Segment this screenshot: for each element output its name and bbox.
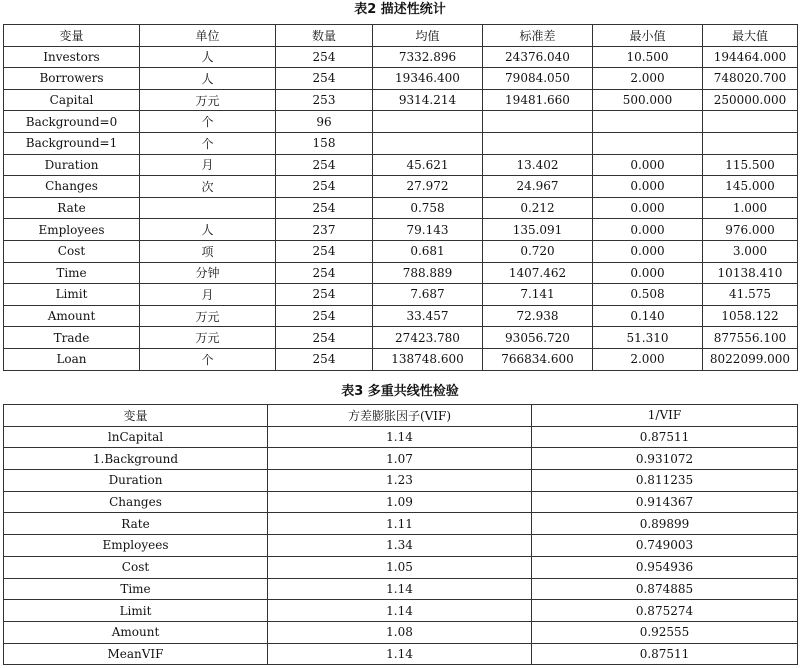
table2-cell: Background=0 [4,111,140,133]
table3-cell: 0.749003 [532,535,798,557]
table2-cell: Loan [4,348,140,370]
descriptive-statistics-table [3,24,798,371]
table3-row [4,470,798,492]
table2-cell: 79084.050 [483,68,593,90]
table2-cell: 0.720 [483,240,593,262]
table2-header-cell: 变量 [4,25,140,47]
table2-cell: 个 [140,348,276,370]
table3-cell: Changes [4,491,268,513]
table2-caption: 表2 描述性统计 [354,2,446,17]
table2-cell: 253 [276,89,373,111]
table2-header-cell: 标准差 [483,25,593,47]
table2-header-cell: 最大值 [703,25,798,47]
table2-cell: 0.508 [593,284,703,306]
table2-row [4,284,798,306]
table2-cell: 2.000 [593,68,703,90]
table3-cell: 1.14 [268,643,532,665]
table3-cell: 1.09 [268,491,532,513]
table2-cell: 0.000 [593,219,703,241]
table3-cell: 1.Background [4,448,268,470]
table2-row [4,176,798,198]
table2-cell: 138748.600 [373,348,483,370]
table2-cell: 145.000 [703,176,798,198]
table2-cell: 877556.100 [703,327,798,349]
table2-cell [593,132,703,154]
table3-cell: 0.954936 [532,556,798,578]
table2-cell: 254 [276,262,373,284]
table2-cell: 0.140 [593,305,703,327]
table3-row [4,491,798,513]
table3-row [4,513,798,535]
table2-cell: 254 [276,197,373,219]
table2-cell: 24376.040 [483,46,593,68]
table3-header-row [4,405,798,427]
table2-cell: Rate [4,197,140,219]
table2-cell: 27.972 [373,176,483,198]
table3-caption: 表3 多重共线性检验 [341,384,459,399]
table2-cell [483,111,593,133]
table2-cell: 254 [276,154,373,176]
table2-row [4,89,798,111]
table3-header-cell: 变量 [4,405,268,427]
table3-cell: Time [4,578,268,600]
table3-cell: 0.811235 [532,470,798,492]
table3-cell: 0.89899 [532,513,798,535]
table2-cell: 41.575 [703,284,798,306]
table3-cell: 0.92555 [532,621,798,643]
table2-cell: Cost [4,240,140,262]
table2-cell: 1407.462 [483,262,593,284]
table2-cell: 254 [276,284,373,306]
table2-row [4,68,798,90]
table2-row [4,132,798,154]
table2-row [4,111,798,133]
table2-cell: 79.143 [373,219,483,241]
table3-cell: 1.23 [268,470,532,492]
table2-row [4,154,798,176]
table2-cell [703,111,798,133]
table2-row [4,327,798,349]
table2-cell: 0.758 [373,197,483,219]
table2-cell: 51.310 [593,327,703,349]
table2-cell: 万元 [140,305,276,327]
table2-cell: 0.000 [593,240,703,262]
table2-cell: 96 [276,111,373,133]
table2-cell: 24.967 [483,176,593,198]
table2-cell [483,132,593,154]
table2-cell: Changes [4,176,140,198]
table3-cell: Rate [4,513,268,535]
table3-row [4,643,798,665]
table2-cell: 93056.720 [483,327,593,349]
table3-cell: 1.14 [268,578,532,600]
table2-cell: Background=1 [4,132,140,154]
table3-row [4,621,798,643]
table2-cell: 7332.896 [373,46,483,68]
table2-header-cell: 均值 [373,25,483,47]
table2-cell [373,111,483,133]
table3-row [4,578,798,600]
table2-cell: 10.500 [593,46,703,68]
table3-cell: 1.05 [268,556,532,578]
table2-cell: Trade [4,327,140,349]
table3-cell: Limit [4,600,268,622]
table3-cell: MeanVIF [4,643,268,665]
table2-cell: 250000.000 [703,89,798,111]
table3-cell: 0.87511 [532,426,798,448]
table2-cell: 0.000 [593,154,703,176]
table2-cell: 0.681 [373,240,483,262]
table2-cell: 0.000 [593,176,703,198]
table2-cell: 7.141 [483,284,593,306]
table3-cell: 0.931072 [532,448,798,470]
table2-cell: 万元 [140,89,276,111]
table3-cell: 0.874885 [532,578,798,600]
table3-cell: 1.14 [268,600,532,622]
table2-row [4,46,798,68]
table3-header-cell: 方差膨胀因子(VIF) [268,405,532,427]
table2-row [4,305,798,327]
table2-cell: 45.621 [373,154,483,176]
table2-cell: Employees [4,219,140,241]
table3-cell: 1.14 [268,426,532,448]
table2-cell: 766834.600 [483,348,593,370]
table3-cell: lnCapital [4,426,268,448]
table2-cell: 个 [140,111,276,133]
table3-cell: 0.875274 [532,600,798,622]
table2-cell: 13.402 [483,154,593,176]
table2-cell: 27423.780 [373,327,483,349]
table2-cell: 个 [140,132,276,154]
table2-cell: Capital [4,89,140,111]
table3-row [4,535,798,557]
multicollinearity-test-table [3,404,798,665]
table2-cell: 项 [140,240,276,262]
table2-cell: 158 [276,132,373,154]
table2-cell: 次 [140,176,276,198]
table2-cell: 2.000 [593,348,703,370]
table2-cell [373,132,483,154]
table2-cell: 115.500 [703,154,798,176]
table2-header-cell: 最小值 [593,25,703,47]
table2-cell: 人 [140,219,276,241]
table2-cell [593,111,703,133]
table3-cell: Employees [4,535,268,557]
table2-cell: 分钟 [140,262,276,284]
table2-cell [703,132,798,154]
table2-row [4,240,798,262]
table3-cell: 1.08 [268,621,532,643]
table2-header-row [4,25,798,47]
table2-cell: 3.000 [703,240,798,262]
table2-cell: 8022099.000 [703,348,798,370]
table2-cell: 月 [140,154,276,176]
table2-cell: 1.000 [703,197,798,219]
table3-cell: 0.914367 [532,491,798,513]
table2-cell: Limit [4,284,140,306]
table2-cell: 254 [276,327,373,349]
table2-cell: 237 [276,219,373,241]
table3-header-cell: 1/VIF [532,405,798,427]
table2-cell: 33.457 [373,305,483,327]
table2-header-cell: 数量 [276,25,373,47]
table3-cell: 1.11 [268,513,532,535]
table2-cell: Duration [4,154,140,176]
table2-cell: 人 [140,68,276,90]
table2-cell: 10138.410 [703,262,798,284]
table2-cell: Time [4,262,140,284]
table2-cell: 976.000 [703,219,798,241]
table2-cell: 7.687 [373,284,483,306]
table2-cell [140,197,276,219]
table2-cell: 254 [276,348,373,370]
table2-cell: 19481.660 [483,89,593,111]
table2-cell: 254 [276,176,373,198]
table2-row [4,197,798,219]
table2-cell: 135.091 [483,219,593,241]
table3-cell: Duration [4,470,268,492]
table2-row [4,262,798,284]
table2-header-cell: 单位 [140,25,276,47]
table2-row [4,348,798,370]
table2-cell: Amount [4,305,140,327]
table2-cell: 0.000 [593,262,703,284]
table2-cell: 254 [276,68,373,90]
table2-cell: 1058.122 [703,305,798,327]
table2-cell: 254 [276,305,373,327]
table2-cell: 748020.700 [703,68,798,90]
table3-row [4,448,798,470]
table2-cell: 月 [140,284,276,306]
table2-cell: 19346.400 [373,68,483,90]
table2-cell: 72.938 [483,305,593,327]
table2-cell: 人 [140,46,276,68]
table3-row [4,556,798,578]
table3-row [4,600,798,622]
table2-cell: 9314.214 [373,89,483,111]
table2-row [4,219,798,241]
table2-cell: 万元 [140,327,276,349]
table2-cell: 194464.000 [703,46,798,68]
table2-cell: Investors [4,46,140,68]
table2-cell: 0.000 [593,197,703,219]
table2-cell: 0.212 [483,197,593,219]
table2-cell: 788.889 [373,262,483,284]
table3-row [4,426,798,448]
table3-cell: 1.07 [268,448,532,470]
table2-cell: 254 [276,240,373,262]
table3-cell: Amount [4,621,268,643]
table3-cell: 1.34 [268,535,532,557]
table2-cell: 254 [276,46,373,68]
table3-cell: 0.87511 [532,643,798,665]
table2-cell: 500.000 [593,89,703,111]
table3-cell: Cost [4,556,268,578]
table2-cell: Borrowers [4,68,140,90]
